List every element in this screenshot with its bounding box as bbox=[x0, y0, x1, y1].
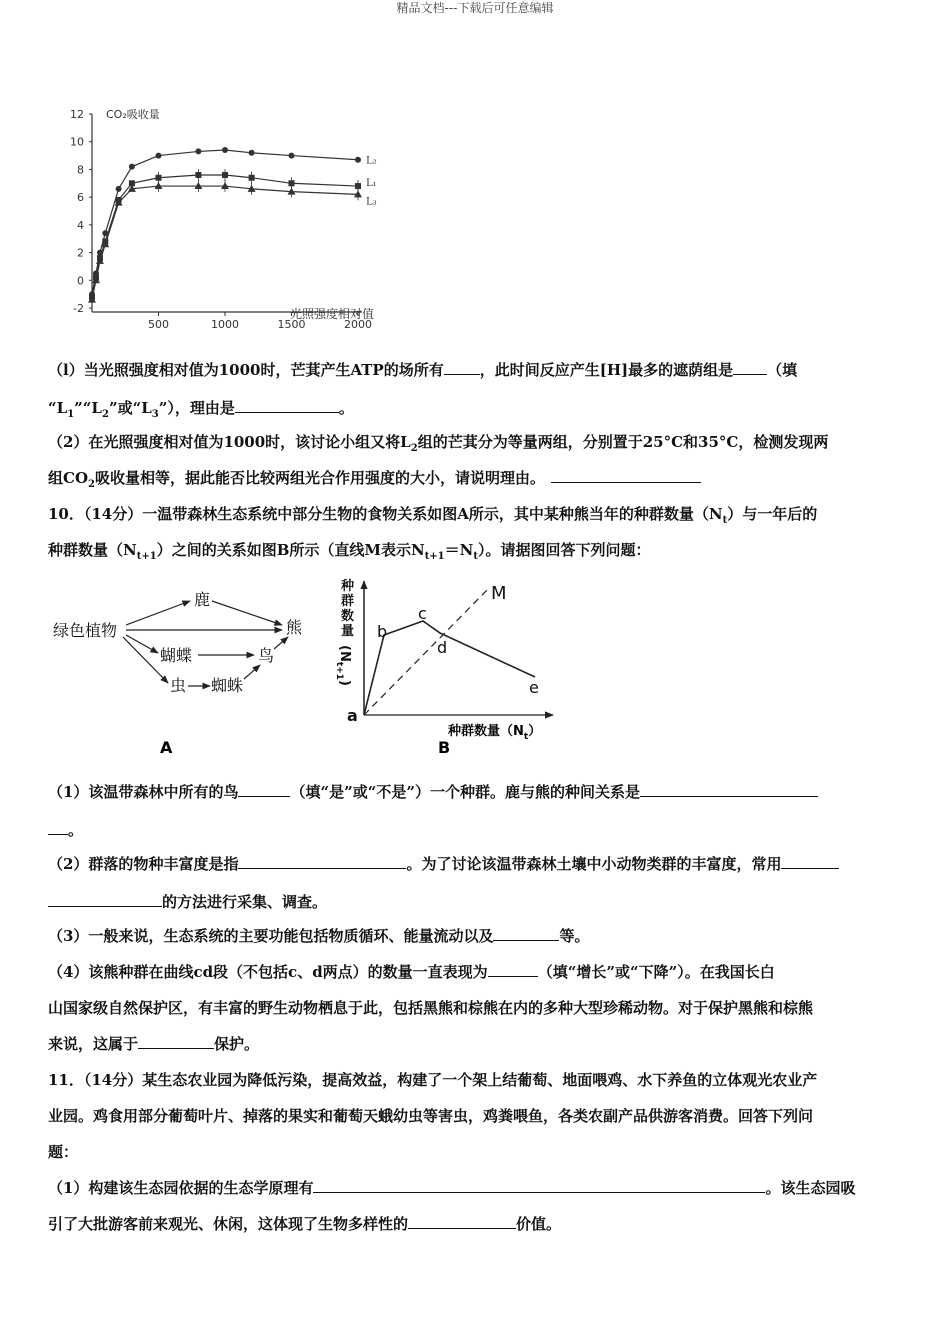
t: （2）在光照强度相对值为1000时，该讨论小组又将L bbox=[48, 433, 411, 451]
t: 来说，这属于 bbox=[48, 1035, 139, 1053]
data-point bbox=[355, 183, 361, 189]
q10-4-line2 bbox=[48, 990, 908, 1026]
series-label: L₁ bbox=[366, 178, 377, 190]
y-tick-label: 0 bbox=[77, 274, 84, 288]
blank[interactable] bbox=[48, 818, 68, 835]
q10-line2 bbox=[48, 532, 908, 575]
t: 吸收量相等，据此能否比较两组光合作用强度的大小，请说明理由。 bbox=[94, 469, 545, 487]
b-ylabel-3: 量 bbox=[341, 624, 355, 639]
t: 1 bbox=[67, 409, 75, 420]
t: （3）一般来说，生态系统的主要功能包括物质循环、能量流动以及 bbox=[48, 927, 494, 945]
data-point bbox=[249, 150, 255, 156]
t: t+1 bbox=[424, 551, 445, 562]
data-point bbox=[289, 153, 295, 159]
y-tick-label: 2 bbox=[77, 246, 84, 260]
blank[interactable] bbox=[238, 852, 406, 869]
q11-line3 bbox=[48, 1134, 908, 1170]
x-tick-label: 500 bbox=[148, 318, 169, 330]
q10-4-line1 bbox=[48, 954, 908, 990]
co2-chart bbox=[58, 100, 398, 330]
y-tick-label: 10 bbox=[70, 135, 84, 149]
t: 。为了讨论该温带森林土壤中小动物类群的丰富度，常用 bbox=[406, 855, 782, 873]
data-point bbox=[156, 153, 162, 159]
chart-xlabel: 光照强度相对值 bbox=[290, 307, 375, 321]
node-deer: 鹿 bbox=[194, 590, 211, 609]
t: （填 bbox=[767, 361, 798, 379]
b-point-d: d bbox=[437, 638, 448, 657]
b-point-c: c bbox=[418, 604, 427, 623]
t: 10．（14分）一温带森林生态系统中部分生物的食物关系如图A所示，其中某种熊当年的种群数量（N bbox=[48, 505, 723, 523]
series-label: L₂ bbox=[366, 155, 377, 167]
graph-b bbox=[334, 578, 553, 757]
q10-2-line1 bbox=[48, 846, 908, 882]
blank[interactable] bbox=[408, 1212, 516, 1229]
y-tick-label: 8 bbox=[77, 163, 84, 177]
t: 价值。 bbox=[516, 1215, 562, 1233]
b-point-e: e bbox=[529, 678, 539, 697]
y-tick-label: 12 bbox=[70, 108, 84, 121]
b-point-b: b bbox=[377, 622, 388, 641]
t: （1）构建该生态园依据的生态学原理有 bbox=[48, 1179, 314, 1197]
t: 3 bbox=[151, 409, 159, 420]
b-line-m: M bbox=[491, 583, 507, 604]
blank[interactable] bbox=[444, 358, 480, 375]
node-spider: 蜘蛛 bbox=[211, 676, 244, 695]
t: t bbox=[722, 515, 728, 526]
x-tick-label: 1000 bbox=[211, 318, 239, 330]
q10-3 bbox=[48, 918, 908, 954]
data-point bbox=[222, 147, 228, 153]
t: （1）该温带森林中所有的鸟 bbox=[48, 783, 239, 801]
data-point bbox=[129, 164, 135, 170]
t: ）之间的关系如图B所示（直线M表示N bbox=[156, 541, 425, 559]
t: （4）该熊种群在曲线cd段（不包括c、d两点）的数量一直表现为 bbox=[48, 963, 488, 981]
t: 业园。鸡食用部分葡萄叶片、掉落的果实和葡萄天蛾幼虫等害虫，鸡粪喂鱼，各类农副产品供游客消费。回答下列问 bbox=[48, 1107, 814, 1125]
t: 11．（14分）某生态农业园为降低污染，提高效益，构建了一个架上结葡萄、地面喂鸡、水下养鱼的立体观光农业产 bbox=[48, 1071, 818, 1089]
blank[interactable] bbox=[488, 960, 538, 977]
data-point bbox=[156, 175, 162, 181]
b-xlabel: 种群数量$(N_t)$ bbox=[448, 724, 542, 742]
node-butterfly: 蝴蝶 bbox=[160, 646, 193, 665]
q10-2-line2 bbox=[48, 884, 908, 920]
t: 组的芒萁分为等量两组，分别置于25°C和35°C，检测发现两 bbox=[417, 433, 829, 451]
t: 2 bbox=[410, 443, 418, 454]
blank[interactable] bbox=[138, 1032, 214, 1049]
t: ＝N bbox=[444, 541, 474, 559]
b-ylabel-sym: $(N_{t+1})$ bbox=[334, 645, 352, 686]
t: 。该生态园吸 bbox=[765, 1179, 856, 1197]
t: ”或“L bbox=[108, 399, 152, 417]
data-point bbox=[355, 157, 361, 163]
t: 种群数量（N bbox=[48, 541, 137, 559]
b-point-a: a bbox=[347, 706, 358, 725]
t: （填“增长”或“下降”）。在我国长白 bbox=[537, 963, 775, 981]
b-ylabel-1: 群 bbox=[341, 594, 355, 609]
data-point bbox=[195, 148, 201, 154]
page-header: 精品文档---下载后可任意编辑 bbox=[396, 1, 554, 15]
blank[interactable] bbox=[313, 1176, 765, 1193]
t: ）。请据图回答下列问题： bbox=[478, 541, 651, 559]
t: （2）群落的物种丰富度是指 bbox=[48, 855, 239, 873]
blank[interactable] bbox=[733, 358, 767, 375]
t: （填“是”或“不是”）一个种群。鹿与熊的种间关系是 bbox=[290, 783, 640, 801]
blank[interactable] bbox=[640, 780, 818, 797]
t: ，此时间反应产生[H]最多的遮荫组是 bbox=[479, 361, 734, 379]
node-bird: 鸟 bbox=[258, 646, 275, 665]
blank[interactable] bbox=[493, 924, 559, 941]
t: ”“L bbox=[74, 399, 102, 417]
q11-line1 bbox=[48, 1062, 908, 1098]
blank[interactable] bbox=[551, 466, 701, 483]
q11-1-line1 bbox=[48, 1170, 908, 1206]
node-insect: 虫 bbox=[170, 676, 187, 695]
caption-b: B bbox=[438, 738, 451, 757]
t: 。 bbox=[68, 821, 84, 839]
data-point bbox=[116, 186, 122, 192]
t: 2 bbox=[101, 409, 109, 420]
figure-ab bbox=[48, 573, 568, 763]
data-point bbox=[222, 172, 228, 178]
blank[interactable] bbox=[48, 890, 162, 907]
t: 2 bbox=[88, 479, 95, 490]
t: 。 bbox=[338, 399, 354, 417]
data-point bbox=[249, 175, 255, 181]
t: t bbox=[473, 551, 478, 562]
t: 组CO bbox=[48, 469, 89, 487]
t: 保护。 bbox=[214, 1035, 260, 1053]
t: 的方法进行采集、调查。 bbox=[162, 893, 328, 911]
q10-1-line1 bbox=[48, 774, 908, 810]
t: 等。 bbox=[559, 927, 590, 945]
q10-4-line3 bbox=[48, 1026, 908, 1062]
t: “L bbox=[48, 399, 68, 417]
food-web-arrows bbox=[123, 601, 288, 686]
data-point bbox=[195, 172, 201, 178]
q11-line2 bbox=[48, 1098, 908, 1134]
caption-a: A bbox=[160, 738, 173, 757]
t: ”），理由是 bbox=[158, 399, 235, 417]
node-plant: 绿色植物 bbox=[53, 621, 118, 640]
series-label: L₃ bbox=[366, 196, 377, 208]
t: 题： bbox=[48, 1143, 79, 1161]
q9-1-line1 bbox=[48, 352, 908, 388]
q11-1-line2 bbox=[48, 1206, 908, 1242]
blank[interactable] bbox=[238, 780, 290, 797]
y-tick-label: 6 bbox=[77, 191, 84, 205]
t: ）与一年后的 bbox=[727, 505, 818, 523]
x-tick-label: 2000 bbox=[344, 318, 372, 330]
data-point bbox=[289, 180, 295, 186]
y-tick-label: 4 bbox=[77, 218, 84, 232]
b-ylabel-0: 种 bbox=[341, 579, 355, 594]
b-ylabel-2: 数 bbox=[341, 609, 355, 624]
node-bear: 熊 bbox=[286, 618, 303, 637]
x-tick-label: 1500 bbox=[277, 318, 306, 330]
t: 引了大批游客前来观光、休闲，这体现了生物多样性的 bbox=[48, 1215, 409, 1233]
blank[interactable] bbox=[781, 852, 839, 869]
series-line bbox=[92, 186, 358, 300]
blank[interactable] bbox=[235, 396, 339, 413]
q10-1-line2 bbox=[48, 812, 908, 848]
chart-ylabel: CO₂吸收量 bbox=[106, 108, 160, 121]
t: （l）当光照强度相对值为1000时，芒萁产生ATP的场所有 bbox=[48, 361, 444, 379]
t: t+1 bbox=[136, 551, 157, 562]
y-tick-label: -2 bbox=[73, 302, 84, 315]
t: 山国家级自然保护区，有丰富的野生动物栖息于此，包括黑熊和棕熊在内的多种大型珍稀动物。对于保护黑熊和棕熊 bbox=[48, 999, 814, 1017]
